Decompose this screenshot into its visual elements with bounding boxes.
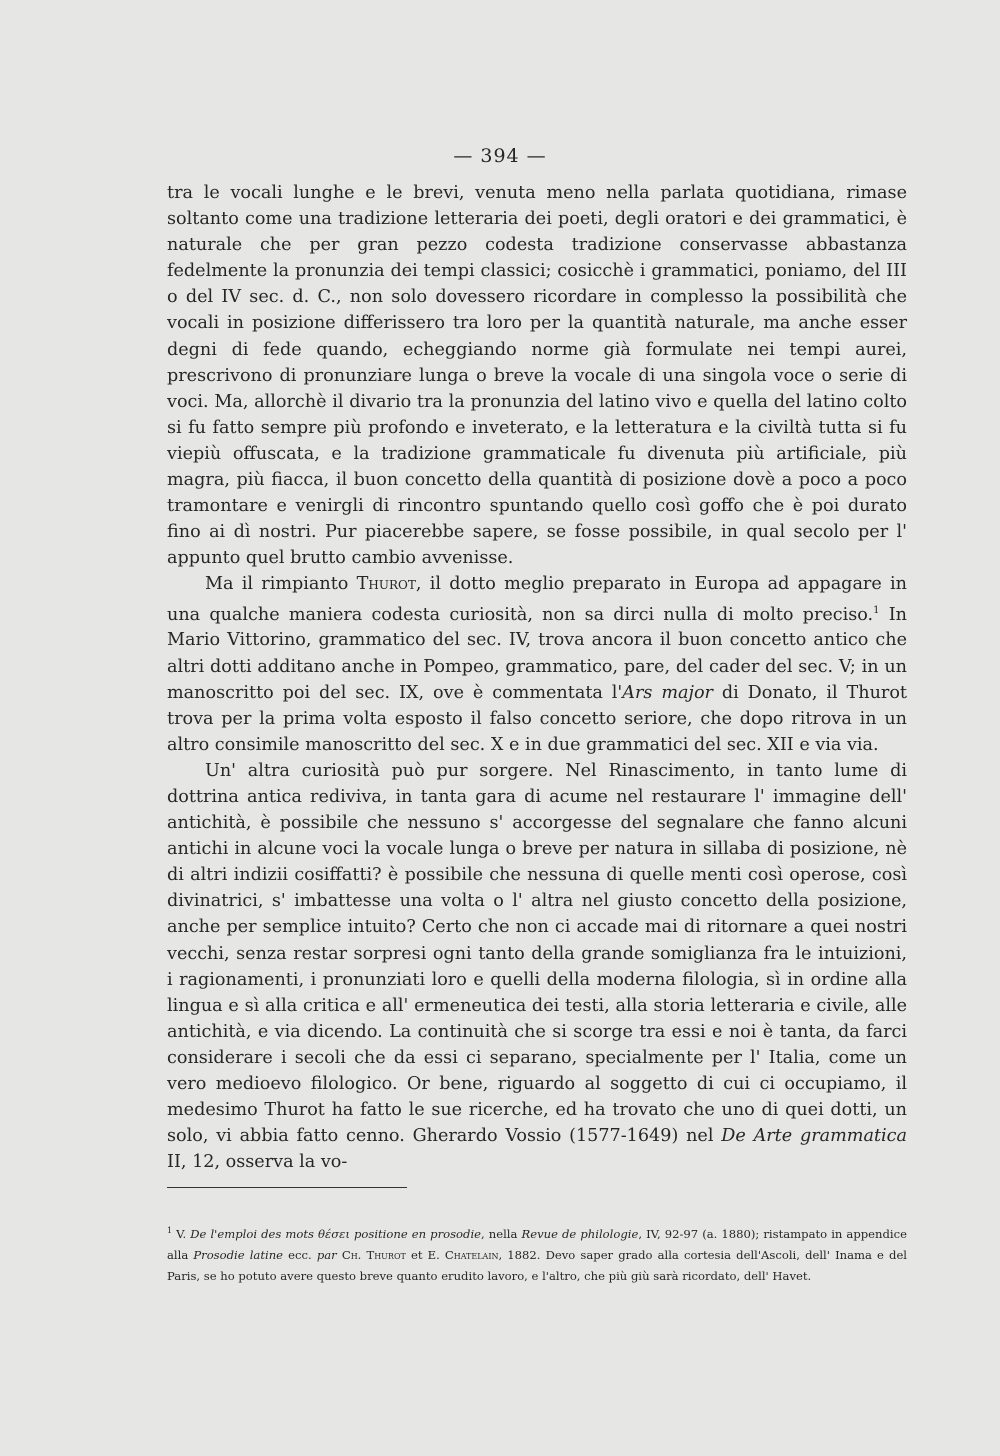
footnote-reference[interactable]: 1 (873, 604, 880, 616)
footnote-text-a: V. (172, 1226, 191, 1241)
main-text (167, 180, 907, 1175)
footnote-text-c: , IV, 92-97 (a. 1880); ristampato in appendice alla (167, 1226, 907, 1262)
footnote-journal: Revue de philologie (521, 1226, 639, 1241)
work-title-de-arte-grammatica: De Arte grammatica (721, 1126, 908, 1147)
footnote-title-2: Prosodie latine (193, 1247, 284, 1262)
footnote-par: par (316, 1247, 337, 1262)
footnote-separator (167, 1187, 407, 1188)
paragraph-3-text-a: Un' altra curiosità può pur sorgere. Nel Rinascimento, in tanto lume di dottrina antica rediviva, in tanta gara di acume nel restaurare l' immagine dell' antichità, è possibile che nessuno s' accorgesse del segnalare che fanno alcuni antichi in alcune voci la vocale lunga o breve per natura in sillaba di posizione, nè di altri indizii cosiffatti? è possibile che nessuna di quelle menti così operose, così divinatrici, s' imbattesse una volta o l' altra nel giusto concetto della posizione, anche per semplice intuito? Certo che non ci accade mai di ritornare a quei nostri vecchi, senza restar sorpresi ogni tanto della grande somiglianza fra le intuizioni, i ragionamenti, i pronunziati loro e quelli della moderna filologia, sì in ordine alla lingua e sì alla critica e all' ermeneutica dei testi, alla storia letteraria e civile, alle antichità, e via dicendo. La continuità che si scorge tra essi e noi è tanta, da farci considerare i secoli che da essi ci separano, specialmente per l' Italia, come un vero medioevo filologico. Or bene, riguardo al soggetto di cui ci occupiamo, il medesimo Thurot ha fatto le sue ricerche, ed ha trovato che uno di quei dotti, un solo, vi abbia fatto cenno. Gherardo Vossio (1577-1649) nel (167, 760, 907, 1147)
work-title-ars-major: Ars major (622, 682, 713, 703)
footnote (167, 1220, 907, 1287)
footnote-text-f: , 1882. Devo saper grado alla cortesia dell'Ascoli, dell' Inama e del Paris, se ho potuto avere questo breve quanto erudito lavoro, e l'altro, che più giù sarà ricordato, dell' Havet. (167, 1247, 908, 1283)
paragraph-3 (167, 758, 907, 1176)
paragraph-1: tra le vocali lunghe e le brevi, venuta meno nella parlata quotidiana, rimase soltanto come una tradizione letteraria dei poeti, degli oratori e dei grammatici, è naturale che per gran pezzo codesta tradizione conservasse abbastanza fedelmente la pronunzia dei tempi classici; cosicchè i grammatici, poniamo, del III o del IV sec. d. C., non solo dovessero ricordare in complesso la possibilità che vocali in posizione differissero tra loro per la quantità naturale, ma anche esser degni di fede quando, echeggiando norme già formulate nei tempi aurei, prescrivono di pronunziare lunga o breve la vocale di una singola voce o serie di voci. Ma, allorchè il divario tra la pronunzia del latino vivo e quella del latino colto si fu fatto sempre più profondo e inveterato, e la letteratura e la civiltà tutta si fu viepiù offuscata, e la tradizione grammaticale fu divenuta più artificiale, più magra, più fiacca, il buon concetto della quantità di posizione dovè a poco a poco tramontare e venirgli di rincontro spuntando quello così goffo che è poi durato fino ai dì nostri. Pur piacerebbe sapere, se fosse possibile, in qual secolo per l' appunto quel brutto cambio avvenisse. (167, 183, 907, 569)
footnote-title-1: De l'emploi des mots θέσει positione en prosodie (190, 1226, 482, 1241)
footnote-text-b: , nella (481, 1226, 522, 1241)
paragraph-3-text-b: II, 12, osserva la vo- (167, 1152, 348, 1173)
paragraph-2 (167, 571, 907, 758)
footnote-mark: 1 (167, 1226, 173, 1235)
footnote-text-d: ecc. (283, 1247, 317, 1262)
paragraph-2-text-c: In Mario Vittorino, grammatico del sec. IV, trova ancora il buon concetto antico che altri dotti additano anche in Pompeo, grammatico, pare, del cader del sec. V; in un manoscritto poi del sec. IX, ove è commentata l' (167, 604, 907, 703)
footnote-author-1: Ch. Thurot (341, 1247, 406, 1262)
page-number: — 394 — (453, 145, 547, 167)
footnote-text-e: et (405, 1247, 428, 1262)
author-name-thurot: Thurot (356, 574, 416, 595)
paragraph-2-text-a: Ma il rimpianto (205, 574, 357, 595)
paragraph-2-text-d: di Donato, il Thurot trova per la prima volta esposto il falso concetto seriore, che dopo ritrova in un altro consimile manoscritto del sec. X e in due grammatici del sec. XII e via via. (167, 682, 907, 755)
footnote-author-2: E. Chatelain (427, 1247, 499, 1262)
paragraph-2-text-b: , il dotto meglio preparato in Europa ad appagare in una qualche maniera codesta curiosità, non sa dirci nulla di molto preciso. (167, 574, 907, 625)
